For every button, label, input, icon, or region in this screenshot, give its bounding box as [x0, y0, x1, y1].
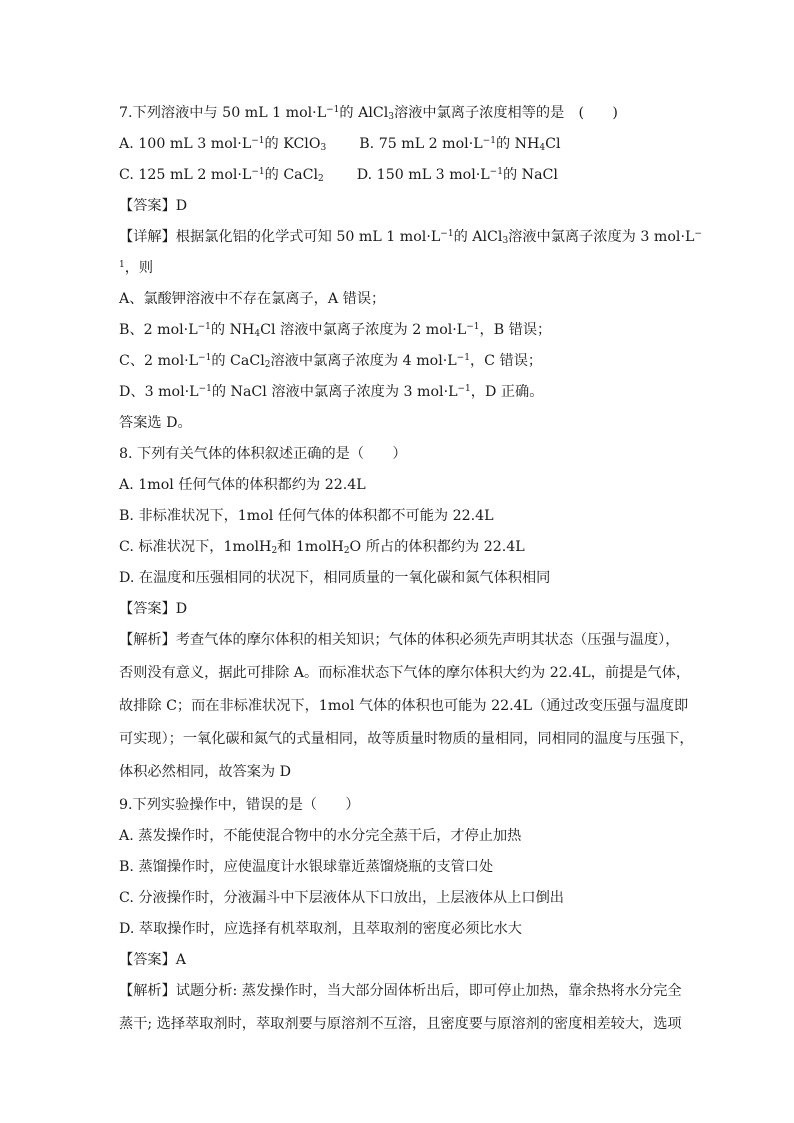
q8-analysis-line: 体积必然相同，故答案为 D — [119, 764, 291, 780]
q8-analysis-line: 否则没有意义，据此可排除 A。而标准状态下气体的摩尔体积大约为 22.4L，前提是气体， — [119, 665, 691, 681]
q8-analysis-line: 可实现）；一氧化碳和氮气的式量相同，故等质量时物质的量相同，同相同的温度与压强下， — [119, 731, 694, 747]
q9-analysis-line: 蒸干; 选择萃取剂时，萃取剂要与原溶剂不互溶，且密度要与原溶剂的密度相差较大，选项 — [119, 1016, 682, 1032]
q7-detail-b: B、2 $mol\cdot L^{-1}$的 $NH_4Cl$ 溶液中氯离子浓度为 2 $mol\cdot L^{-1}$，B 错误； — [119, 322, 552, 339]
q8-analysis-line: 【解析】考查气体的摩尔体积的相关知识；气体的体积必须先声明其状态（压强与温度）， — [119, 632, 680, 648]
q8-option-a: A. 1mol 任何气体的体积都约为 22.4L — [119, 477, 366, 493]
q7-answer: 【答案】D — [119, 198, 188, 214]
q8-analysis-line: 故排除 C；而在非标准状况下，1mol 气体的体积也可能为 22.4L（通过改变压强与温度即 — [119, 698, 689, 714]
q9-answer: 【答案】A — [119, 952, 186, 968]
q7-detail-a: A、氯酸钾溶液中不存在氯离子，A 错误； — [119, 291, 386, 307]
q9-option-b: B. 蒸馏操作时，应使温度计水银球靠近蒸馏烧瓶的支管口处 — [119, 859, 494, 875]
q8-stem: 8. 下列有关气体的体积叙述正确的是（ ） — [119, 446, 407, 462]
q8-option-d: D. 在温度和压强相同的状况下，相同质量的一氧化碳和氮气体积相同 — [119, 570, 551, 586]
q7-options-ab — [119, 134, 754, 154]
q7-option-a: A. 100 mL 3 $mol\cdot L^{-1}$的 KClO$_3$ — [119, 136, 327, 153]
q7-detail-d: D、3 $mol\cdot L^{-1}$的 NaCl 溶液中氯离子浓度为 3 $mol\cdot L^{-1}$，D 正确。 — [119, 384, 544, 400]
q7-conclusion: 答案选 D。 — [119, 415, 192, 431]
q8-answer: 【答案】D — [119, 601, 188, 617]
q9-stem: 9.下列实验操作中，错误的是（ ） — [119, 797, 360, 813]
q7-detail-line-2: $^1$，则 — [119, 260, 154, 276]
q7-options-cd — [119, 165, 754, 185]
q7-detail-line-1: 【详解】根据氯化铝的化学式可知 50 mL 1 $mol\cdot L^{-1}$的 AlCl$_3$溶液中氯离子浓度为 3 mol·L− — [119, 229, 702, 246]
q7-option-d: D. 150 mL 3 $mol\cdot L^{-1}$的 NaCl — [356, 167, 558, 183]
q8-option-c: C. 标准状况下，1molH$_2$和 1molH$_2$O 所占的体积都约为 22.4L — [119, 539, 525, 556]
q7-stem: 7.下列溶液中与 50 mL 1 $mol\cdot L^{-1}$的 AlCl$_3$溶液中氯离子浓度相等的是 ( ) — [119, 105, 618, 122]
q7-option-b: B. 75 mL 2 $mol\cdot L^{-1}$的 $NH_4Cl$ — [359, 136, 561, 153]
q9-option-d: D. 萃取操作时，应选择有机萃取剂，且萃取剂的密度必须比水大 — [119, 921, 522, 937]
q7-option-c: C. 125 mL 2 $mol\cdot L^{-1}$的 CaCl$_2$ — [119, 167, 324, 184]
q7-detail-c: C、2 $mol\cdot L^{-1}$的 CaCl$_2$溶液中氯离子浓度为 4 $mol\cdot L^{-1}$，C 错误； — [119, 353, 543, 370]
q8-option-b: B. 非标准状况下，1mol 任何气体的体积都不可能为 22.4L — [119, 508, 494, 524]
q9-option-c: C. 分液操作时，分液漏斗中下层液体从下口放出，上层液体从上口倒出 — [119, 890, 564, 906]
q9-option-a: A. 蒸发操作时，不能使混合物中的水分完全蒸干后，才停止加热 — [119, 828, 522, 844]
q9-analysis-line: 【解析】试题分析: 蒸发操作时，当大部分固体析出后，即可停止加热，靠余热将水分完全 — [119, 983, 682, 999]
